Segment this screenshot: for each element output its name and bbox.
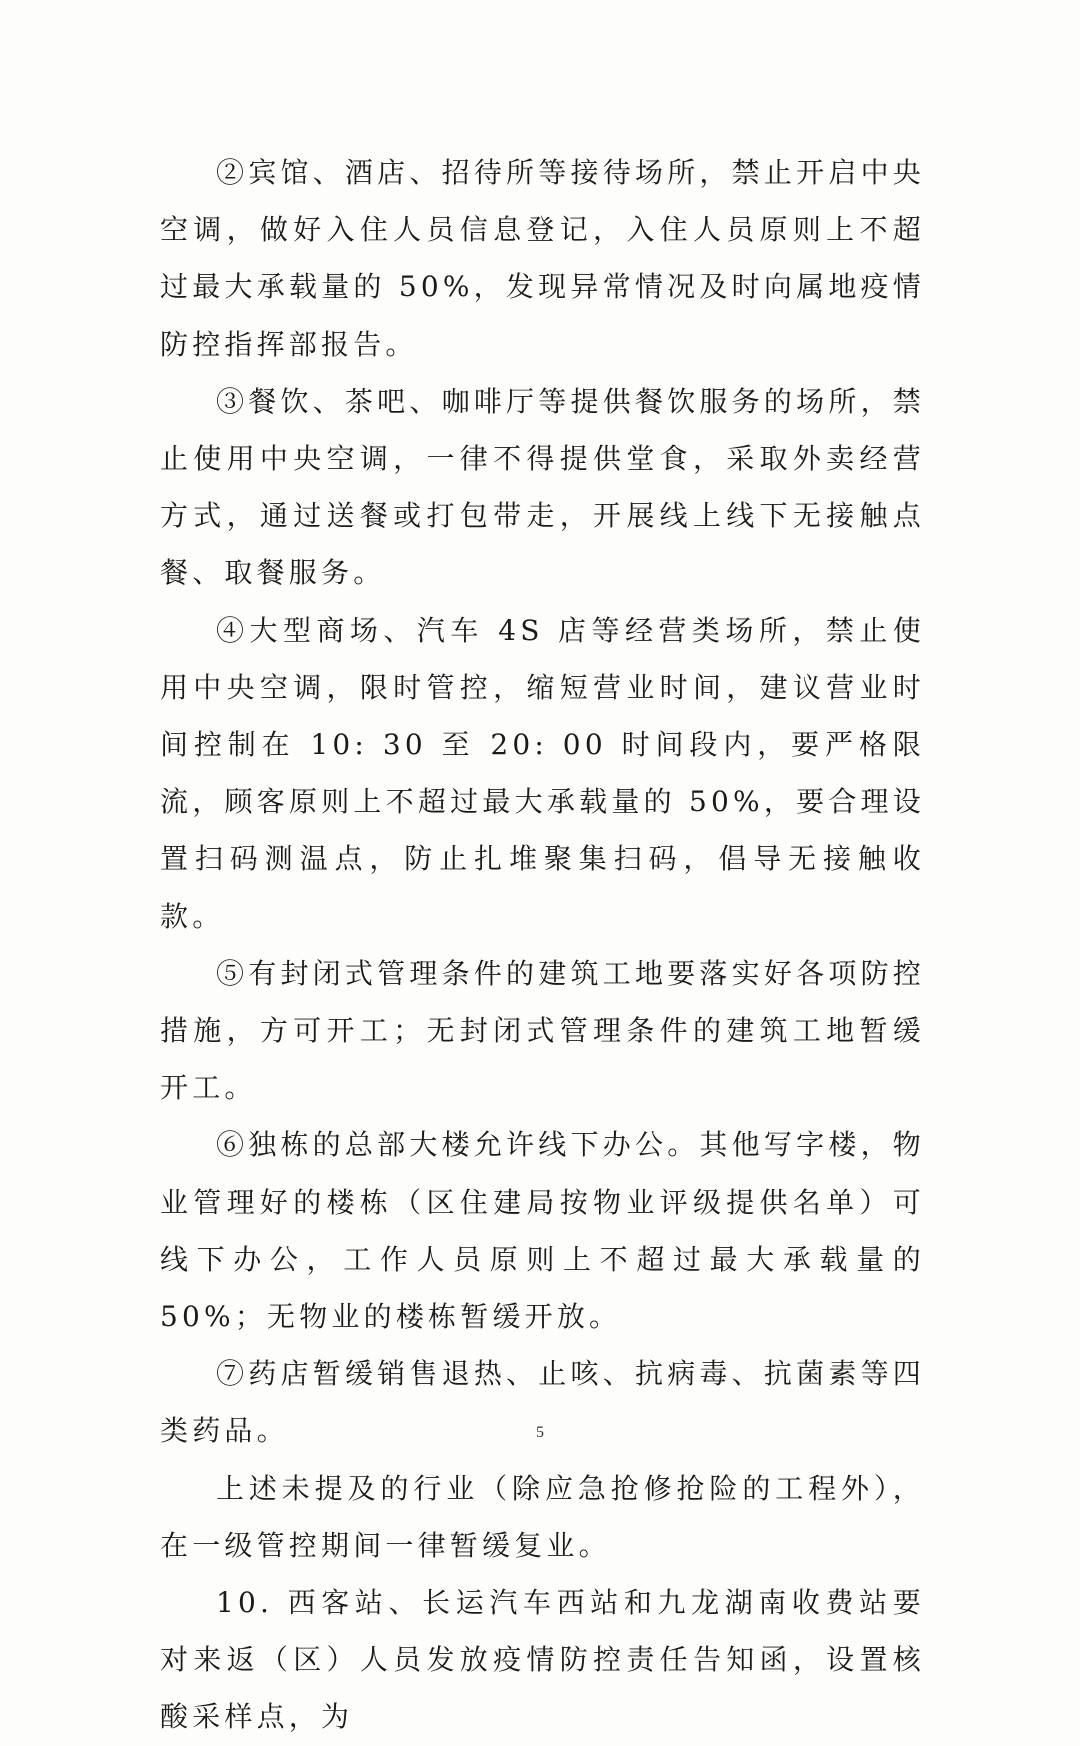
paragraph-pharmacies: ⑦药店暂缓销售退热、止咳、抗病毒、抗菌素等四类药品。 <box>160 1357 925 1448</box>
page-number: 5 <box>536 1424 544 1441</box>
paragraph-catering: ③餐饮、茶吧、咖啡厅等提供餐饮服务的场所，禁止使用中央空调，一律不得提供堂食，采取外卖经营方式，通过送餐或打包带走，开展线上线下无接触点餐、取餐服务。 <box>160 384 925 590</box>
paragraph-other-industries: 上述未提及的行业（除应急抢修抢险的工程外），在一级管控期间一律暂缓复业。 <box>160 1471 925 1562</box>
paragraph-hotels: ②宾馆、酒店、招待所等接待场所，禁止开启中央空调，做好入住人员信息登记，入住人员原则上不超过最大承载量的 50%，发现异常情况及时向属地疫情防控指挥部报告。 <box>160 156 925 361</box>
paragraph-construction: ⑤有封闭式管理条件的建筑工地要落实好各项防控措施，方可开工；无封闭式管理条件的建筑工地暂缓开工。 <box>160 956 925 1105</box>
paragraph-malls: ④大型商场、汽车 4S 店等经营类场所，禁止使用中央空调，限时管控，缩短营业时间，建议营业时间控制在 10: 30 至 20: 00 时间段内，要严格限流，顾客原则上不超过最大承载量的 50%，要合理设置扫码测温点，防止扎堆聚集扫码，倡导无接触收款。 <box>160 613 925 933</box>
paragraph-offices: ⑥独栋的总部大楼允许线下办公。其他写字楼，物业管理好的楼栋（区住建局按物业评级提供名单）可线下办公，工作人员原则上不超过最大承载量的 50%；无物业的楼栋暂缓开放。 <box>160 1128 925 1334</box>
paragraph-item-10: 10. 西客站、长运汽车西站和九龙湖南收费站要对来返（区）人员发放疫情防控责任告知函，设置核酸采样点，为 <box>160 1586 925 1734</box>
document-body <box>160 144 925 1746</box>
